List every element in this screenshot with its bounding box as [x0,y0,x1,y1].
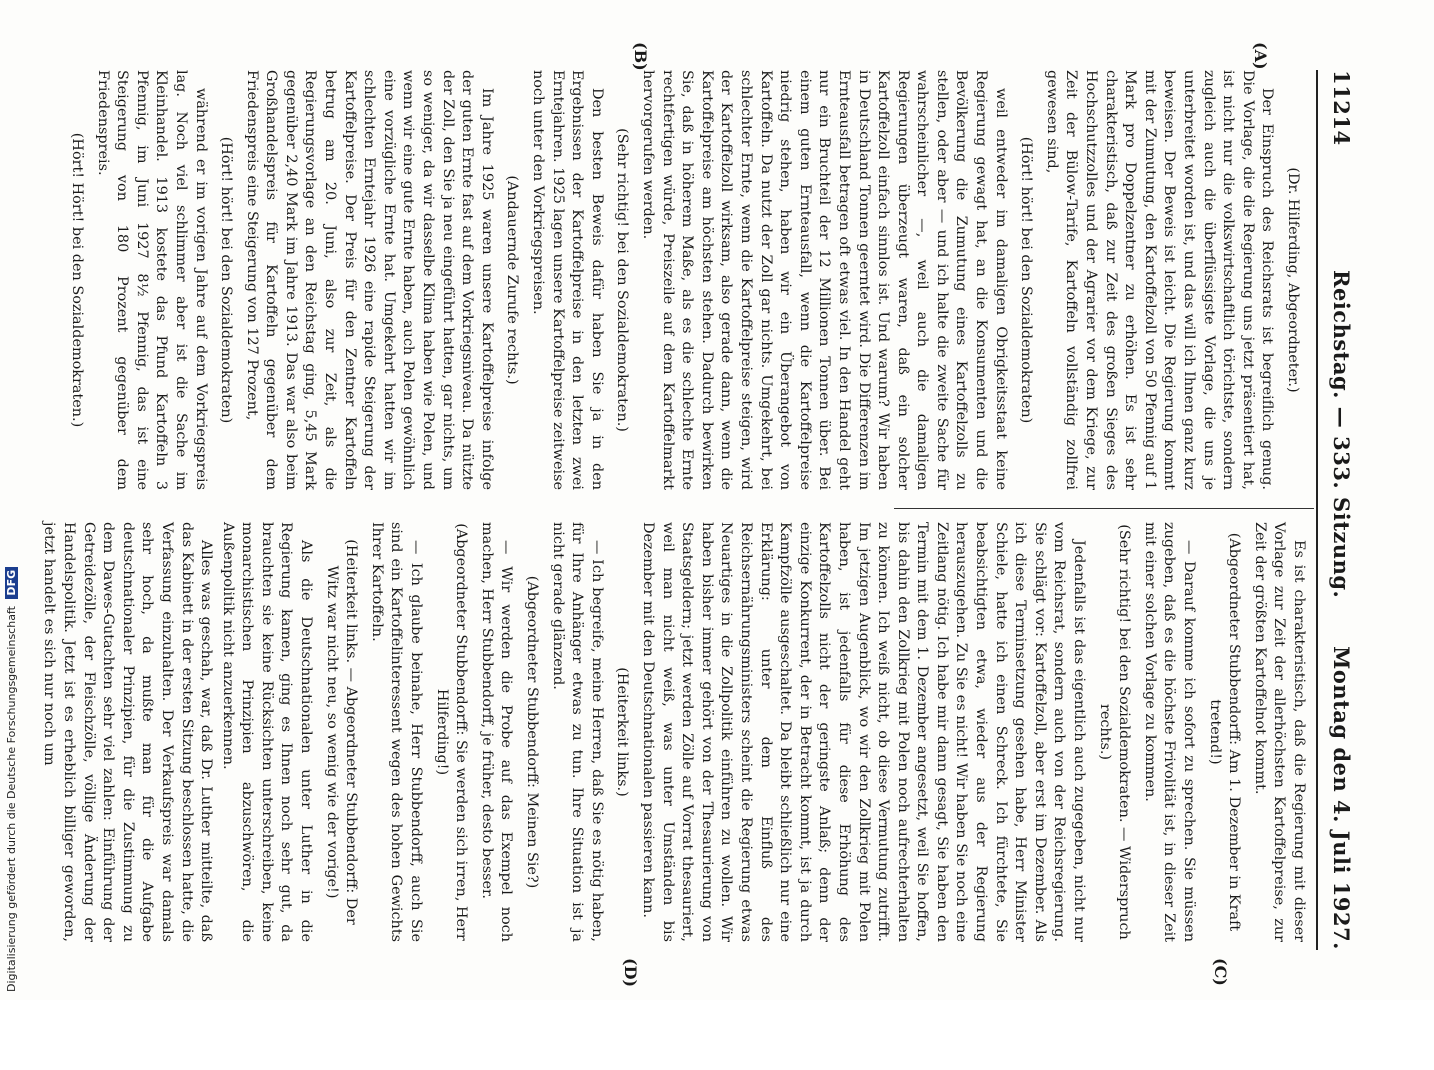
paragraph: weil entweder im damaligen Obrigkeitsstaat keine Regierung gewagt hat, an die Konsumenten und die Bevölkerung die Zumutung eines Kartoffelzolls zu stellen, oder aber — und ich halte die zweite Sache für wahrscheinlicher —, weil auch die damaligen Regierungen überzeugt waren, daß ein solcher Kartoffelzoll einfach sinnlos ist. Und warum? Wir haben in Deutschland Tonnen geerntet wird. Die Differenzen im Ernteausfall betragen oft etwas viel. In den Handel geht nur ein Bruchteil der 12 Millionen Tonnen über. Bei einem guten Ernteausfall, wenn die Kartoffelpreise niedrig stehen, haben wir ein Überangebot von Kartoffeln. Da nutzt der Zoll gar nichts. Umgekehrt, bei schlechter Ernte, wenn die Kartoffelpreise steigen, wird der Kartoffelzoll wirksam, also gerade dann, wenn die Kartoffelpreise am höchsten stehen. Dadurch bewirken Sie, daß in höherem Maße, als es die schlechte Ernte rechtfertigen würde, Preiszeile auf dem Kartoffelmarkt hervorgerufen werden. [640,70,1009,490]
dfg-logo: DFG [5,567,18,599]
right-column [37,522,1308,942]
paragraph: Alles was geschah, war, daß Dr. Luther mitteilte, daß das Kabinett in der ersten Sitzung beschlossen hatte, die Verfassung einzuhalten. Der Verkaufspreis war damals sehr hoch, da mußte man für die Aufgabe deutschnationaler Prinzipien, für die Zustimmung zu dem Dawes-Gutachten sehr viel zahlen: Einführung der Getreidezölle, der Fleischzölle, völlige Änderung der Handelspolitik. Jetzt ist es erheblich billiger geworden, jetzt handelt es sich nur noch um [41,522,215,942]
interjection: (Abgeordneter Stubbendorff: Meinen Sie?) [524,575,541,889]
interjection: (Heiterkeit links. — Abgeordneter Stubbendorff: Der Witz war nicht neu, so wenig wie der vorige!) [323,539,360,925]
page-header [1320,70,1360,950]
interjection: (Sehr richtig! bei den Sozialdemokraten. — Widerspruch rechts.) [1096,524,1133,940]
paragraph: Als die Deutschnationalen unter Luther in die Regierung kamen, ging es Ihnen noch sehr gut, da brauchten sie keine Rücksichten unterschreiben, keine monarchistischen Prinzipien abzuschwören, die Außenpolitik nicht anzuerkennen. [219,522,315,942]
margin-mark-c: (C) [1211,958,1230,986]
paragraph: Der Einspruch des Reichsrats ist begreiflich genug. Die Vorlage, die die Regierung uns jetzt präsentiert hat, ist nicht nur die volkswirtschaftlich törichtste, sondern zugleich auch die überflüssigste Vorlage, die uns je unterbreitet worden ist, und das will ich Ihnen ganz kurz beweisen. Der Beweis ist leicht. Die Regierung kommt mit der Zumutung, den Kartoffelzoll von 50 Pfennig auf 1 Mark pro Doppelzentner zu erhöhen. Es ist sehr charakteristisch, daß zur Zeit des großen Sieges des Hochschutzzolles und der Agrarier vor dem Kriege, zur Zeit der Bülow-Tarife, Kartoffeln vollständig zollfrei gewesen sind, [1043,70,1276,490]
paragraph: — Ich glaube beinahe, Herr Stubbendorff, auch Sie sind ein Kartoffelinteressent wegen des hohen Gewichts Ihrer Kartoffeln. [368,522,425,942]
header-rule [1316,70,1318,950]
interjection: (Hört! Hört! bei den Sozialdemokraten.) [68,132,85,428]
interjection: (Abgeordneter Stubbendorff: Am 1. Dezember in Kraft tretend!) [1206,532,1243,932]
paragraph: Im Jahre 1925 waren unsere Kartoffelpreise infolge der guten Ernte fast auf dem Vorkriegsniveau. Da nützte der Zoll, den Sie ja neu eingeführt hatten, gar nichts, um so weniger, da wir dasselbe Klima haben wie Polen, und wenn wir eine gute Ernte haben, auch Polen gewöhnlich eine vorzügliche Ernte hat. Umgekehrt hatten wir im schlechten Erntejahr 1926 eine rapide Steigerung der Kartoffelpreise. Der Preis für den Zentner Kartoffeln betrug am 20. Juni, also zur Zeit, als die Regierungsvorlage an den Reichstag ging, 5,45 Mark gegenüber 2,40 Mark im Jahre 1913. Das war also beim Großhandelspreis für Kartoffeln gegenüber dem Friedenspreis eine Steigerung von 127 Prozent, [243,70,495,490]
session-date: Montag den 4. Juli 1927. [1329,646,1354,950]
paragraph: während er im vorigen Jahre auf dem Vorkriegspreis lag. Noch viel schlimmer aber ist die Sache im Kleinhandel. 1913 kostete das Pfund Kartoffeln 3 Pfennig, im Juni 1927 8½ Pfennig, das ist eine Steigerung von 180 Prozent gegenüber dem Friedenspreis. [94,70,209,490]
speaker-line: (Dr. Hilferding, Abgeordneter.) [1285,167,1301,393]
interjection: (Hört! hört! bei den Sozialdemokraten) [1018,136,1035,424]
interjection: (Abgeordneter Stubbendorff: Sie werden sich irren, Herr Hilferding!) [433,523,470,941]
digitization-credit [5,567,18,992]
paragraph: — Wir werden die Probe auf das Exempel noch machen, Herr Stubbendorff, je früher, desto besser. [478,522,515,942]
page-number: 11214 [1329,70,1354,146]
interjection: (Heiterkeit links.) [614,667,631,797]
paragraph: — Ich begreife, meine Herren, daß Sie es nötig haben, für Ihre Anhänger etwas zu tun. Ihre Situation ist ja nicht gerade glänzend. [549,522,605,942]
paragraph: — Darauf komme ich sofort zu sprechen. Sie müssen zugeben, daß es die höchste Frivolität ist, in dieser Zeit mit einer solchen Vorlage zu kommen. [1141,522,1198,942]
paragraph: Es ist charakteristisch, daß die Regierung mit dieser Vorlage zur Zeit der allerhöchsten Kartoffelpreise, zur Zeit der größten Kartoffelnot kommt. [1251,522,1307,942]
rotated-document-page [41,42,1360,1070]
margin-mark-b: (B) [631,42,650,71]
margin-mark-d: (D) [621,958,640,988]
left-column [60,70,1308,490]
margin-mark-a: (A) [1251,42,1270,70]
paragraph: Jedenfalls ist das eigentlich auch zugegeben, nicht nur vom Reichsrat, sondern auch von der Reichsregierung. Sie schlägt vor: Kartoffelzoll, aber erst im Dezember. Als ich diese Terminsetzung gesehen habe, Herr Minister Schiele, hatte ich einen Schreck. Ich fürchtete, Sie beabsichtigten etwa, wieder aus der Regierung herauszugehen. Zu Sie es nicht! Wir haben Sie noch eine Zeitlang nötig. Ich habe mir dann gesagt, Sie haben den Termin mit dem 1. Dezember angesetzt, weil Sie hoffen, bis dahin den Zollkrieg mit Polen noch aufrechterhalten zu können. Ich weiß nicht, ob diese Vermutung zutrifft. Im jetzigen Augenblick, wo wir den Zollkrieg mit Polen haben, ist jedenfalls für diese Erhöhung des Kartoffelzolls nicht der geringste Anlaß; denn der einzige Konkurrent, der in Betracht kommt, ist ja durch Kampfzölle ausgeschaltet. Da bleibt schließlich nur eine Erklärung: unter dem Einfluß des Reichsernährungsministers scheint die Regierung etwas Neuartiges in die Zollpolitik einführen zu wollen. Wir haben bisher immer gehört von der Thesaurierung von Staatsgeldern; jetzt werden Zölle auf Vorrat thesauriert, weil man nicht weiß, was unter Umständen bis Dezember mit den Deutschnationalen passieren kann. [640,522,1088,942]
paragraph: Den besten Beweis dafür haben Sie ja in den Ergebnissen der Kartoffelpreise in den letzten zwei Erntejahren. 1925 lagen unsere Kartoffelpreise zeitweise noch unter den Vorkriegspreisen. [530,70,605,490]
interjection: (Hört! hört! bei den Sozialdemokraten) [218,136,235,424]
session-title: Reichstag. — 333. Sitzung. [1329,270,1354,599]
interjection: (Andauernde Zurufe rechts.) [504,175,521,385]
interjection: (Sehr richtig! bei den Sozialdemokraten.) [614,128,631,432]
credit-text: Digitalisierung gefördert durch die Deutsche Forschungsgemeinschaft [5,606,18,992]
column-divider [894,508,1314,509]
